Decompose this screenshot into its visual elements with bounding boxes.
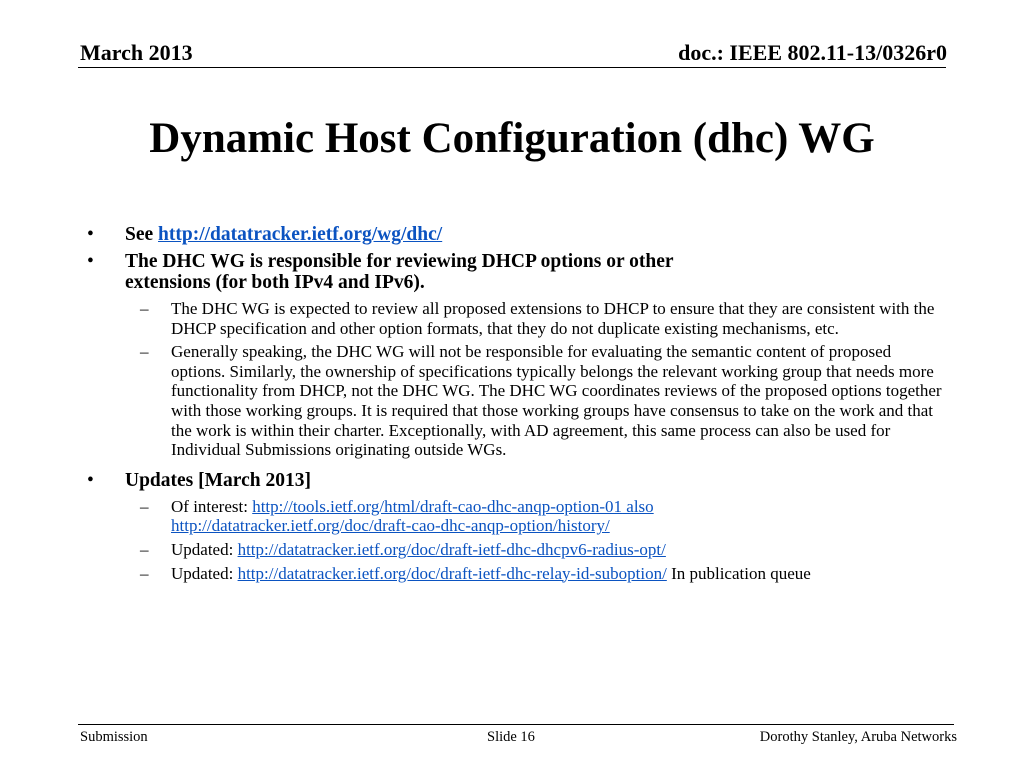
sub-bullet-marker: – [140, 342, 149, 362]
footer-slide-number: Slide 16 [487, 729, 535, 745]
header-rule [78, 67, 946, 68]
sub-bullet-marker: – [140, 539, 149, 559]
anqp-option-draft-link[interactable]: http://tools.ietf.org/html/draft-cao-dhc-anqp-option-01 [252, 496, 623, 516]
dhc-wg-link[interactable]: http://datatracker.ietf.org/wg/dhc/ [158, 224, 443, 245]
header-doc-id: doc.: IEEE 802.11-13/0326r0 [678, 40, 947, 65]
sub-bullet-prefix: Of interest: [171, 496, 253, 516]
sub-bullet-marker: – [140, 299, 149, 318]
sub-bullet-of-interest [0, 497, 1024, 536]
bullet-marker: • [87, 224, 94, 245]
footer-submission: Submission [80, 729, 148, 745]
sub-bullet-suffix: In publication queue [666, 563, 811, 583]
sub-bullet-prefix: Updated: [171, 563, 238, 583]
dhcpv6-radius-opt-link[interactable]: http://datatracker.ietf.org/doc/draft-ietf-dhc-dhcpv6-radius-opt/ [237, 539, 666, 559]
bullet-responsibility [0, 251, 1024, 293]
slide-title: Dynamic Host Configuration (dhc) WG [149, 115, 875, 162]
header-date: March 2013 [80, 40, 193, 65]
sub-bullet-text: Generally speaking, the DHC WG will not be responsible for evaluating the semantic content of proposed options. Similarly, the ownership of specifications typically belongs the relevant working group that needs more functionality from DHCP, not the DHC WG. The DHC WG coordinates reviews of the proposed options together with those working groups. It is required that those working groups have consensus to take on the work and that the work is within their charter. Exceptionally, with AD agreement, this same process can also be used for Individual Submissions originating outside WGs. [171, 342, 942, 460]
bullet-responsibility-line1: The DHC WG is responsible for reviewing DHCP options or other [125, 251, 674, 272]
bullet-responsibility-line2: extensions (for both IPv4 and IPv6). [125, 272, 425, 293]
sub-bullet-marker: – [140, 563, 149, 583]
sub-bullet-text: The DHC WG is expected to review all proposed extensions to DHCP to ensure that they are consistent with the DHCP specification and other option formats, that they do not duplicate existing mechanisms, etc. [171, 299, 935, 338]
sub-bullet-prefix: Updated: [171, 539, 238, 559]
sub-bullet-updated-radius [0, 540, 1024, 560]
slide-body [0, 224, 1024, 583]
footer-author: Dorothy Stanley, Aruba Networks [759, 729, 957, 745]
bullet-see [0, 224, 1024, 245]
sub-bullet-review-extensions [0, 299, 1024, 338]
bullet-marker: • [87, 251, 94, 272]
footer-rule [78, 724, 954, 725]
sub-bullet-marker: – [140, 496, 149, 516]
anqp-option-history-link[interactable]: http://datatracker.ietf.org/doc/draft-cao-dhc-anqp-option/history/ [171, 516, 610, 536]
bullet-see-prefix: See [125, 224, 159, 245]
sub-bullet-updated-relay-id [0, 564, 1024, 584]
also-link-text[interactable]: also [622, 496, 654, 516]
bullet-updates-text: Updates [March 2013] [125, 469, 311, 491]
sub-bullet-semantic-content [0, 342, 1024, 460]
bullet-updates [0, 470, 1024, 491]
bullet-marker: • [87, 469, 94, 491]
relay-id-suboption-link[interactable]: http://datatracker.ietf.org/doc/draft-ietf-dhc-relay-id-suboption/ [237, 563, 667, 583]
